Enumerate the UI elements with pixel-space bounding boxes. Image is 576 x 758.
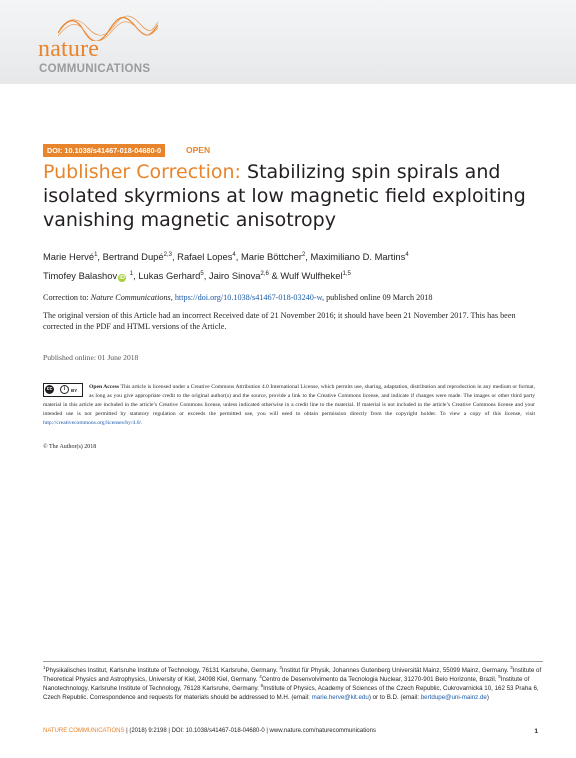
author-affiliation-sup: 2,6: [260, 270, 269, 277]
footer-journal: NATURE COMMUNICATIONS: [43, 728, 125, 734]
author-affiliation-sup: 4: [232, 251, 236, 258]
author-affiliation-sup: 1: [94, 251, 98, 258]
author-separator: ,: [203, 270, 209, 281]
correction-body: The original version of this Article had an incorrect Received date of 21 November 2016; it should have been 21 November 2017. This has been corrected in the PDF and HTML versions of the Article.: [43, 311, 516, 331]
author-name[interactable]: Marie Hervé: [43, 251, 95, 262]
affiliation-number: 4: [259, 673, 262, 679]
author-affiliation-sup: 2,3: [163, 251, 172, 258]
affiliations-divider: [43, 661, 543, 662]
author-separator: ,: [133, 270, 139, 281]
author-name[interactable]: Maximiliano D. Martins: [310, 251, 406, 262]
author-separator: &: [268, 270, 281, 281]
author-name[interactable]: Bertrand Dupé: [102, 251, 164, 262]
open-access-label: Open Access: [89, 384, 120, 390]
author-separator: ,: [97, 251, 103, 262]
title-main: Stabilizing spin spirals and isolated skyrmions at low magnetic field exploiting vanishing magnetic anisotropy: [43, 161, 526, 231]
copyright: © The Author(s) 2018: [43, 444, 97, 450]
title-prefix: Publisher Correction:: [43, 161, 241, 183]
affiliation-number: 6: [260, 682, 264, 688]
doi-badge[interactable]: DOI: 10.1038/s41467-018-04680-0: [43, 144, 165, 157]
correction-suffix: , published online 09 March 2018: [321, 293, 433, 302]
affiliation-number: 5: [498, 673, 501, 679]
author-name[interactable]: Wulf Wulfhekel: [280, 270, 343, 281]
author-name[interactable]: Marie Böttcher: [240, 251, 302, 262]
correspondence-mid: ) or to B.D. (email:: [368, 694, 421, 701]
affiliation-text: Institut für Physik, Johannes Gutenberg Universität Mainz, 55099 Mainz, Germany.: [281, 667, 511, 674]
open-access-end: .: [141, 420, 143, 426]
affiliation-number: 1: [43, 664, 46, 670]
cc-person-icon: i: [60, 385, 69, 394]
author-affiliation-sup: 2: [301, 251, 306, 258]
affiliation-text: Physikalisches Institut, Karlsruhe Institute of Technology, 76131 Karlsruhe, Germany.: [45, 667, 280, 674]
author-name[interactable]: Lukas Gerhard: [138, 270, 201, 281]
author-name[interactable]: Jairo Sinova: [208, 270, 261, 281]
page-footer: [43, 727, 538, 736]
author-separator: ,: [171, 251, 178, 262]
published-online: Published online: 01 June 2018: [43, 353, 139, 362]
author-name[interactable]: Rafael Lopes: [177, 251, 233, 262]
correspondence-end: ): [486, 694, 489, 701]
affiliation-text: Institute of Theoretical Physics and Astrophysics, University of Kiel, 24098 Kiel, Germany.: [43, 667, 542, 683]
journal-logo[interactable]: [38, 15, 178, 75]
affiliation-number: 3: [510, 664, 513, 670]
author-name[interactable]: Timofey Balashov: [43, 270, 118, 281]
page-number: 1: [534, 728, 538, 735]
affiliation-text: Institute of Physics, Academy of Sciences of the Czech Republic, Cukrovarnická 10, 162 53 Praha 6, Czech Republic.: [43, 685, 539, 701]
email-link-1[interactable]: marie.herve@kit.edu: [311, 694, 369, 701]
author-affiliation-sup: 1,5: [342, 270, 351, 277]
article-title: [43, 160, 553, 232]
correction-note: [43, 292, 553, 303]
cc-by-icon: BY: [71, 388, 78, 393]
correction-link[interactable]: https://doi.org/10.1038/s41467-018-03240-w: [174, 293, 322, 302]
open-access-text: This article is licensed under a Creative Commons Attribution 4.0 International License, which permits use, sharing, adaptation, distribution and reproduction in any medium or format, as long as you give appropriate credit to the original author(s) and the source, provide a link to the Creative Commons license, and indicate if changes were made. The images or other third party material in this article are included in the article’s Creative Commons license, unless indicated otherwise in a credit line to the material. If material is not included in the article’s Creative Commons license and your intended use is not permitted by statutory regulation or exceeds the permitted use, you will need to obtain permission directly from the copyright holder. To view a copy of this license, visit: [43, 384, 535, 417]
header-band: [0, 0, 576, 84]
author-affiliation-sup: 5: [200, 270, 204, 277]
open-access-badge: OPEN: [186, 145, 211, 155]
cc-icon: cc: [46, 386, 53, 392]
author-affiliation-sup: 1: [129, 270, 134, 277]
footer-citation: | (2018) 9:2198: [124, 728, 169, 734]
affiliations: [43, 666, 548, 702]
license-link[interactable]: http://creativecommons.org/licenses/by/4.0/: [43, 420, 142, 426]
author-separator: ,: [235, 251, 241, 262]
correction-sep: ,: [170, 293, 175, 302]
email-link-2[interactable]: bertdupe@uni-mainz.de: [420, 694, 487, 701]
correction-prefix: Correction to:: [43, 293, 91, 302]
footer-doi: | DOI: 10.1038/s41467-018-04680-0 | www.nature.com/naturecommunications: [168, 728, 376, 734]
correspondence-prefix: Correspondence and requests for materials should be addressed to M.H. (email:: [89, 694, 312, 701]
affiliation-text: Institute of Nanotechnology, Karlsruhe Institute of Technology, 76128 Karlsruhe, Germany.: [43, 676, 530, 692]
open-access-statement: [43, 383, 535, 428]
logo-communications-text: COMMUNICATIONS: [39, 63, 151, 75]
author-affiliation-sup: 4: [405, 251, 409, 258]
orcid-icon[interactable]: iD: [119, 275, 125, 281]
logo-nature-text: nature: [38, 36, 100, 62]
affiliation-number: 2: [279, 664, 282, 670]
cc-by-license-icon[interactable]: [43, 383, 83, 397]
author-separator: ,: [305, 251, 311, 262]
author-list: [43, 247, 553, 285]
correction-journal: Nature Communications: [90, 293, 171, 302]
affiliation-text: Centro de Desenvolvimento da Tecnologia Nuclear, 31270-901 Belo Horizonte, Brazil.: [261, 676, 499, 683]
